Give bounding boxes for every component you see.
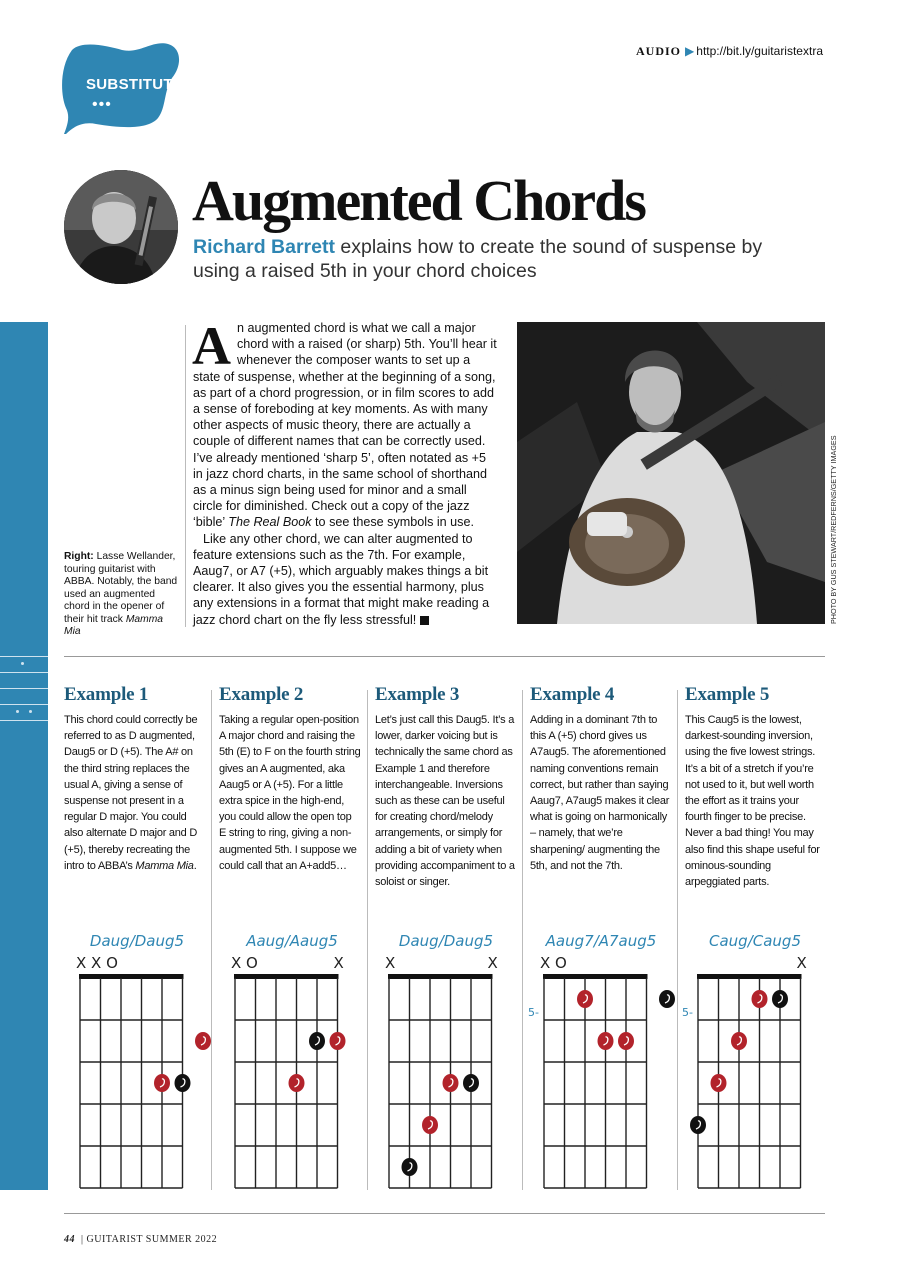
drop-cap: A — [192, 316, 231, 376]
chord-diagram-3 — [371, 922, 521, 1192]
chord-name: Daug/Daug5 — [89, 932, 185, 950]
nut — [234, 974, 339, 979]
page-number: 44 — [64, 1234, 75, 1245]
finger-dot — [154, 1074, 170, 1092]
chord-name: Aaug/Aaug5 — [246, 932, 338, 950]
finger-dot — [330, 1032, 346, 1050]
guitarist-photo — [517, 322, 825, 624]
example-4 — [530, 684, 672, 874]
column-rule — [677, 690, 678, 1190]
footer-rule — [64, 1213, 825, 1214]
article-title: Augmented Chords — [192, 168, 645, 233]
photo-credit — [829, 435, 841, 624]
caption-italic: Mamma Mia — [64, 613, 163, 637]
side-color-band — [0, 322, 48, 1190]
finger-dot — [195, 1032, 211, 1050]
paragraph-1-lead: n augmented chord is what we call a major chord with a raised (or sharp) 5th. You’ll hear it whenever the composer wants to set up a state of suspense, whether at the beginning of a song, as part of a chord progression, or in film scores to add a sense of foreboding at key moments. As with many other aspects of music theory, there are actually a couple of different names that can be correctly used. I’ve already mentioned ‘sharp 5’, often notated as +5 in jazz chord charts, in the same school of shorthand as a minus sign being used for minor and a small circle for diminished. Check out a copy of the jazz ‘bible’ — [193, 321, 497, 530]
finger-dot — [175, 1074, 191, 1092]
example-2-text: Taking a regular open-position A major chord and raising the 5th (E) to F on the fourth string gives an A augmented, aka Aaug5 or A (+5). For a little extra spice in the high-end, you could allow the open top E string to ring, giving a non-augmented 5th. I suppose we could call that an A+add5… — [219, 714, 361, 872]
audio-link[interactable] — [636, 44, 823, 59]
column-rule — [367, 690, 368, 1190]
finger-dot — [309, 1032, 325, 1050]
example-1-text — [64, 712, 206, 874]
chord-diagram-2 — [217, 922, 367, 1192]
nut — [543, 974, 648, 979]
example-3-text: Let’s just call this Daug5. It’s a lower, darker voicing but is technically the same chord as Example 1 and therefore interchangeable. Inversions such as these can be useful for creating chord/melody arrangements, or simply for adding a bit of variety when providing accompaniment to a soloist or singer. — [375, 714, 515, 889]
open-string-markers: X X O — [76, 954, 118, 972]
author-portrait — [64, 170, 178, 284]
book-title: The Real Book — [228, 515, 312, 530]
paragraph-1-tail: to see these symbols in use. — [311, 515, 474, 530]
example-5 — [685, 684, 827, 890]
nut — [388, 974, 493, 979]
example-1-tail: . — [193, 859, 197, 872]
fret-position-label: 5- — [528, 1005, 539, 1019]
nut — [79, 974, 184, 979]
chord-name: Aaug7/A7aug5 — [545, 932, 657, 950]
example-3-title: Example 3 — [375, 684, 460, 705]
finger-dot — [659, 990, 675, 1008]
example-4-title: Example 4 — [530, 684, 615, 705]
example-2-title: Example 2 — [219, 684, 304, 705]
photo-caption — [64, 551, 180, 639]
article-body — [192, 316, 498, 628]
finger-dot — [618, 1032, 634, 1050]
nut — [697, 974, 802, 979]
page-folio — [64, 1234, 217, 1245]
example-5-title: Example 5 — [685, 684, 770, 705]
paragraph-2-text: Like any other chord, we can alter augmented to feature extensions such as the 7th. For example, Aaug7, or A7 (+5), which arguably makes things a bit clearer. It also gives you the essential harmony, plus any extensions in a format that might make reading a jazz chord chart on the fly less stressful! — [193, 531, 490, 627]
author-name: Richard Barrett — [193, 236, 335, 258]
finger-dot — [289, 1074, 305, 1092]
example-2 — [219, 684, 361, 874]
example-3 — [375, 684, 517, 890]
photo-credit-text: PHOTO BY GUS STEWART/REDFERNS/GETTY IMAGES — [829, 435, 838, 624]
chord-diagram-1 — [62, 922, 212, 1192]
issue-label: GUITARIST SUMMER 2022 — [86, 1234, 218, 1245]
paragraph-2 — [193, 531, 498, 628]
section-dots: ••• — [92, 96, 112, 113]
finger-dot — [443, 1074, 459, 1092]
finger-dot — [772, 990, 788, 1008]
audio-url[interactable]: http://bit.ly/guitaristextra — [696, 44, 823, 58]
chord-diagram-4 — [526, 922, 676, 1192]
finger-dot — [690, 1116, 706, 1134]
muted-string-marker: X — [333, 954, 344, 972]
finger-dot — [752, 990, 768, 1008]
audio-label: AUDIO — [636, 44, 682, 58]
open-string-markers: X — [385, 954, 396, 972]
finger-dot — [711, 1074, 727, 1092]
muted-string-marker: X — [796, 954, 807, 972]
finger-dot — [731, 1032, 747, 1050]
folio-separator: | — [81, 1234, 84, 1245]
example-1-italic: Mamma Mia — [135, 859, 194, 872]
muted-string-marker: X — [487, 954, 498, 972]
open-string-markers: X O — [540, 954, 567, 972]
example-1-body: This chord could correctly be referred to as D augmented, Daug5 or D (+5). The A# on the third string replaces the usual A, giving a sense of suspense not present in a regular D major. You could also alternate D major and D (+5), thereby recreating the intro to ABBA’s — [64, 714, 198, 872]
end-mark: G — [420, 616, 429, 625]
chord-name: Caug/Caug5 — [709, 932, 801, 950]
example-1-title: Example 1 — [64, 684, 149, 705]
finger-dot — [402, 1158, 418, 1176]
example-1 — [64, 684, 206, 874]
finger-dot — [577, 990, 593, 1008]
paragraph-1 — [192, 316, 498, 531]
finger-dot — [463, 1074, 479, 1092]
chord-name: Daug/Daug5 — [398, 932, 494, 950]
open-string-markers: X O — [231, 954, 258, 972]
finger-dot — [422, 1116, 438, 1134]
fret-position-label: 5- — [682, 1005, 693, 1019]
finger-dot — [598, 1032, 614, 1050]
example-5-text: This Caug5 is the lowest, darkest-sounding inversion, using the five lowest strings. It’s a bit of a stretch if you’re not used to it, but well worth the effort as it trains your fourth finger to be precise. Never a bad thing! You may also find this shape useful for ominous-sounding arpeggiated parts. — [685, 714, 820, 889]
section-label: SUBSTITUTE — [86, 76, 184, 93]
example-4-text: Adding in a dominant 7th to this A (+5) chord gives us A7aug5. The aforementioned naming conventions remain correct, but rather than saying Aaug7, A7aug5 makes it clear what is going on harmonically – namely, that we’re sharpening/ augmenting the 5th, and not the 7th. — [530, 714, 670, 872]
standfirst-text: explains how to create the sound of suspense by using a raised 5th in your chord choices — [193, 236, 763, 282]
caption-divider — [185, 325, 186, 627]
column-rule — [522, 690, 523, 1190]
standfirst — [193, 235, 793, 283]
play-arrow-icon: ▶ — [685, 44, 695, 58]
chord-diagram-5 — [680, 922, 830, 1192]
caption-lead: Right: — [64, 551, 94, 562]
caption-text: Lasse Wellander, touring guitarist with ABBA. Notably, the band used an augmented chord in the opener of their hit track — [64, 551, 178, 625]
section-divider — [64, 656, 825, 657]
